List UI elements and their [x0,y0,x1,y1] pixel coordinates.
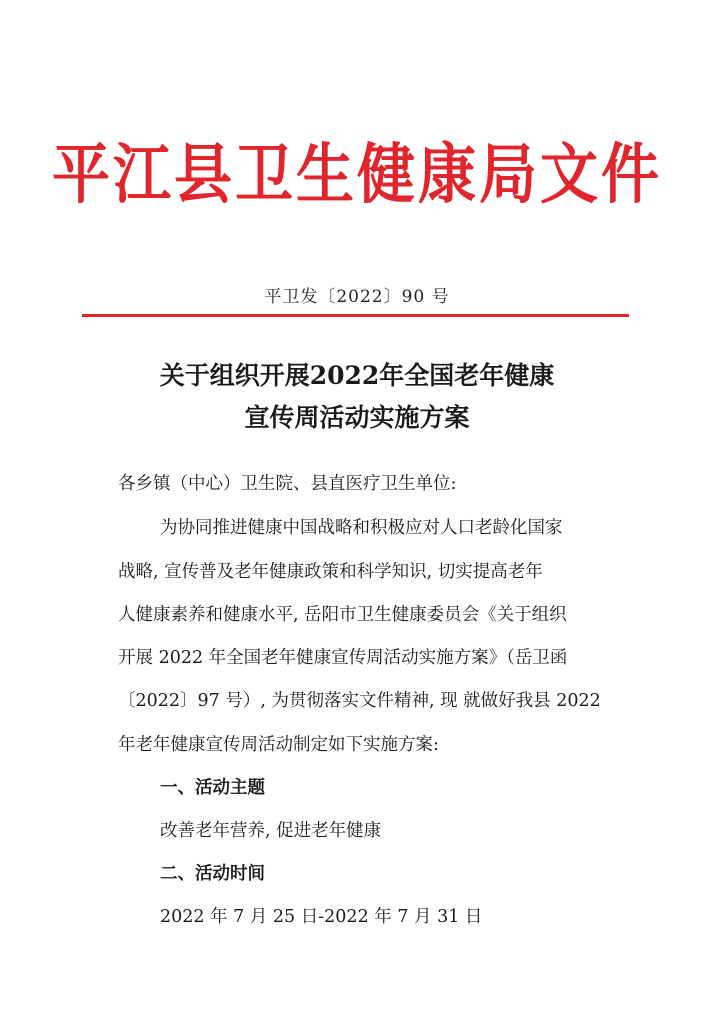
red-divider-line [82,314,629,317]
document-title-line-2: 宣传周活动实施方案 [244,403,470,432]
intro-line-1: 为协同推进健康中国战略和积极应对人口老龄化国家 [160,518,563,538]
intro-line-5: 〔2022〕97 号）, 为贯彻落实文件精神, 现 就做好我县 2022 [118,691,601,711]
salutation: 各乡镇（中心）卫生院、县直医疗卫生单位: [118,474,457,494]
section-1-heading: 一、活动主题 [160,778,265,798]
document-title-line-1: 关于组织开展2022年全国老年健康 [159,361,555,390]
section-1-body: 改善老年营养, 促进老年健康 [160,821,382,841]
intro-line-3: 人健康素养和健康水平, 岳阳市卫生健康委员会《关于组织 [118,605,567,625]
intro-line-4: 开展 2022 年全国老年健康宣传周活动实施方案》（岳卫函 [118,648,568,668]
intro-line-2: 战略, 宣传普及老年健康政策和科学知识, 切实提高老年 [118,562,543,582]
issuer-title: 平江县卫生健康局文件 [51,135,662,213]
document-number: 平卫发〔2022〕90 号 [264,287,450,307]
section-2-body: 2022 年 7 月 25 日-2022 年 7 月 31 日 [160,907,483,927]
intro-line-6: 年老年健康宣传周活动制定如下实施方案: [118,735,439,755]
section-2-heading: 二、活动时间 [160,864,265,884]
